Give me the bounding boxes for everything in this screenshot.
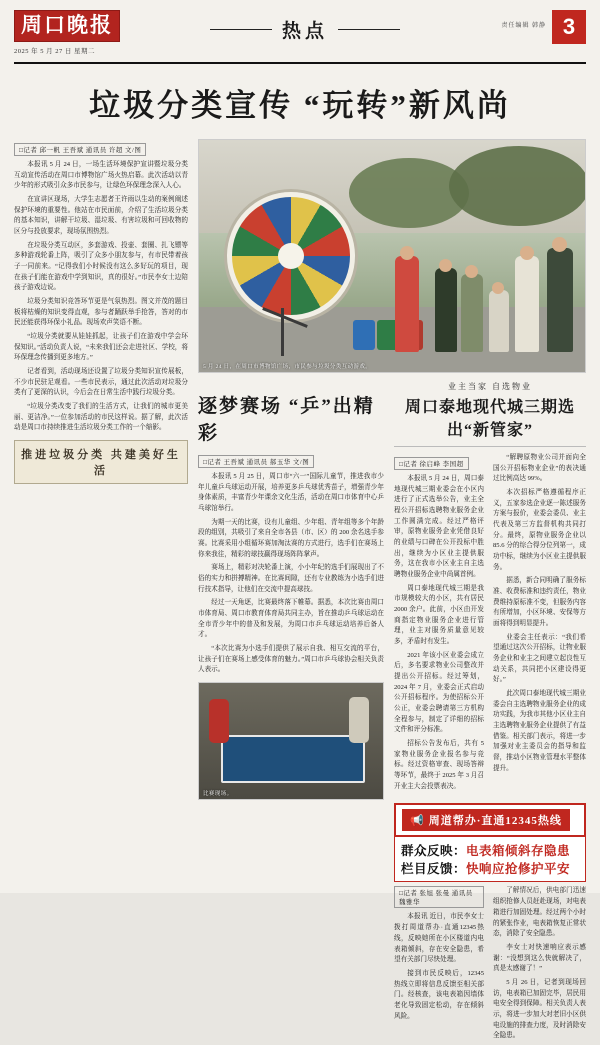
paragraph: 招标公告发布后，共有 5 家物业服务企业报名参与竞标。经过资格审查、现场答辩等环节，最终于 2025 年 3 月召开业主大会投票表决。 — [394, 740, 484, 790]
column-property — [394, 381, 586, 1045]
recycle-bin-blue — [353, 320, 375, 350]
paragraph: 本报讯 5 月 24 日，一场生活环境保护宣讲暨垃圾分类互动宣传活动在周口市博物馆广场火热启幕。此次活动以青少年的形式吸引众多市民参与，让绿色环保理念深入人心。 — [14, 161, 188, 190]
photo-tree — [449, 146, 586, 226]
page-title: 垃圾分类宣传 “玩转”新风尚 — [89, 88, 511, 123]
hotline-article — [394, 886, 586, 1044]
paragraph: 此次周口泰地现代城三期业委会自主选聘物业服务企业的成功实践，为我市其他小区业主自主选聘物业服务企业提供了有益借鉴。相关部门表示，将进一步加强对业主委员会的指导和监督，推动小区物业管理水平整体提升。 — [493, 690, 586, 772]
photo-main — [198, 139, 586, 373]
hotline-line-1-prefix: 群众反映： — [401, 844, 467, 859]
paragraph: 本报讯 5 月 25 日，周口市“六一”国际儿童节，推进我市少年儿童乒乓球运动开展，培养更多乒乓球优秀苗子，增强青少年身体素质，丰富青少年课余文化生活，活动在周口市体育中心乒乓球馆举行。 — [198, 473, 384, 513]
paragraph: 据悉，新合同明确了服务标准、收费标准和违约责任，物业费维持原标准不变，但服务内容有所增加，小区环境、安保等方面将得到明显提升。 — [493, 577, 586, 628]
paragraph: 垃圾分类知识竞答环节更是气氛热烈。图文并茂的题目板将枯燥的知识变得直观，参与者踊跃举手抢答，答对的市民还能获得环保小礼品。现场欢声笑语不断。 — [14, 298, 188, 327]
paragraph: “垃圾分类就要从娃娃抓起，让孩子们在游戏中学会环保知识。”活动负责人说，“未来我们还会走进社区、学校，将环保理念传播到更多地方。” — [14, 333, 188, 362]
photo-person-head — [400, 246, 414, 260]
photo-person — [395, 256, 419, 352]
photo-person-head — [439, 259, 452, 272]
property-kicker: 业主当家 自选物业 — [448, 382, 532, 391]
newspaper-logo: 周口晚报 — [14, 10, 120, 42]
paragraph: 接到市民反映后，12345 热线立即将信息反馈至相关部门。经核查，该电表箱因墙体老化导致固定松动，存在倾斜风险。 — [394, 969, 484, 1020]
divider — [394, 446, 586, 447]
divider-right — [338, 29, 400, 30]
hotline-line-1-text: 电表箱倾斜存隐患 — [466, 844, 571, 859]
slogan-banner: 推进垃圾分类 共建美好生活 — [14, 440, 188, 484]
byline-hotline: □记者 张旭 张曼 通讯员 魏雅华 — [394, 886, 484, 908]
masthead-logo-block — [14, 10, 174, 55]
paragraph: “解聘原物业公司并面向全国公开招标物业企业”的表决通过比例高达 99%。 — [493, 454, 586, 483]
hotline-line-1 — [401, 841, 579, 859]
sports-headline: 逐梦赛场 “乒”出精彩 — [198, 396, 375, 444]
photo-person — [515, 256, 539, 352]
section-header — [174, 10, 436, 43]
paragraph: 了解情况后，供电部门迅速组织抢修人员赶赴现场，对电表箱进行加固处理。经过两个小时的紧张作业，电表箱恢复正常状态，消除了安全隐患。 — [493, 887, 586, 938]
column-sports — [198, 381, 384, 1045]
hotline-line-2-prefix: 栏目反馈： — [401, 862, 467, 877]
byline-sports: □记者 王吾斌 通讯员 郝玉华 文/图 — [198, 455, 314, 468]
byline-main: □记者 邱一帆 王吾斌 通讯员 许超 文/图 — [14, 143, 146, 156]
megaphone-icon: 📢 — [410, 814, 425, 827]
photo-pingpong — [198, 682, 384, 800]
property-body — [394, 453, 586, 795]
photo-person — [489, 290, 509, 352]
photo-caption: 5 月 24 日，在周口市博物馆广场，市民参与垃圾分类互动游戏。 — [203, 364, 372, 370]
paragraph: 业委会主任表示：“我们希望通过这次公开招标，让物业服务企业和业主之间建立起良性互动关系，共同把小区建设得更好。” — [493, 633, 586, 684]
byline-property: □记者 徐启峰 李国超 — [394, 457, 469, 470]
property-col-1 — [394, 453, 484, 795]
hotline-line-2 — [401, 859, 579, 877]
issue-date: 2025 年 5 月 27 日 星期二 — [14, 48, 95, 56]
editor-credit: 责任编辑 韩静 — [501, 23, 546, 29]
hotline-col-1 — [394, 886, 484, 1044]
secondary-columns — [198, 381, 586, 1045]
paragraph: “垃圾分类改变了我们的生活方式，让我们的城市更美丽、更洁净。”一位参加活动的市民这样说。据了解，此次活动是周口市持续推进生活垃圾分类工作的一个缩影。 — [14, 403, 188, 432]
paragraph: 记者看到，活动现场还设置了垃圾分类知识宣传展板，不少市民驻足观看。一些市民表示，通过此次活动对垃圾分类有了更深的认识，今后会在日常生活中践行垃圾分类。 — [14, 368, 188, 397]
hotline-lines — [394, 837, 586, 882]
paragraph: 本报讯 近日，市民李女士拨打周道帮办·直通12345热线，反映她所在小区楼道内电表箱倾斜，存在安全隐患，希望有关部门尽快处理。 — [394, 913, 484, 964]
photo-person-head — [465, 265, 478, 278]
property-headline: 周口泰地现代城三期选出“新管家” — [404, 399, 575, 439]
masthead — [14, 10, 586, 64]
photo-person-head — [520, 246, 534, 260]
photo-person — [547, 248, 573, 352]
hotline-badge-label: 周道帮办·直通12345热线 — [428, 815, 562, 828]
photo-person — [209, 699, 229, 743]
paragraph: 本报讯 5 月 24 日，周口泰地现代城三期业委会在小区内进行了正式选举公告，业主全程公开招标选聘物业服务企业工作圆满完成。经过严格评审，原物业服务企业凭借良好的业绩与口碑在公开投标中胜出，继续为小区业主提供服务，这在我市小区业主自主选聘物业服务企业中尚属首例。 — [394, 475, 484, 579]
pingpong-table — [221, 735, 365, 783]
paragraph: 李女士对快速响应表示感谢：“没想到这么快就解决了，真是太感谢了！” — [493, 943, 586, 973]
photo-person-head — [552, 237, 567, 252]
paragraph: 本次招标严格遵循程序正义，五家参选企业逐一陈述服务方案与报价，业委会委员、业主代表及第三方监督机构共同打分。最终，原物业服务企业以 85.6 分的综合得分位列第一，成功中标，继续为小区业主提供服务。 — [493, 489, 586, 571]
photo-person — [435, 268, 457, 352]
photo-person — [349, 697, 369, 743]
column-left — [14, 139, 188, 1045]
paragraph: 2021 年该小区业委会成立后，多名要求物业公司整改并提出公开招标。经过筹划，2024 年 7 月，业委会正式启动公开招标程序。为使招标公开公正，业委会聘请第三方机构全程参与，制定了详细的招标文件和评分标准。 — [394, 651, 484, 734]
section-title: 热点 — [281, 21, 328, 42]
page-number-badge: 3 — [552, 10, 586, 44]
hotline-badge — [402, 809, 570, 831]
paragraph: 周口泰地现代城三期是我市规模较大的小区，共有居民 2000 余户。此前，小区由开发商指定物业服务企业进行管理，业主对服务质量意见较多，矛盾时有发生。 — [394, 584, 484, 646]
paragraph: 5 月 26 日，记者到现场回访，电表箱已加固完毕，居民用电安全得到保障。相关负责人表示，将进一步加大对老旧小区供电设施的排查力度，及时消除安全隐患。 — [493, 978, 586, 1040]
paragraph: 赛场上，精彩对决轮番上演，小小年纪的选手们展现出了不俗的实力和拼搏精神。在比赛间隙，还有专业教练为小选手们进行技术指导，让他们在交流中提高球技。 — [198, 564, 384, 593]
paragraph: 在宣讲区现场，大学生志愿者王许雨以生动的案例阐述保护环境的重要性。他站在市民面前，介绍了生活垃圾分类的基本知识，讲解干垃圾、湿垃圾、有害垃圾和可回收物的区分与投放要求，现场氛围热烈。 — [14, 196, 188, 236]
paragraph: “本次比赛为小选手们提供了展示自我、相互交流的平台，让孩子们在赛场上感受体育的魅力。”周口市乒乓球协会相关负责人表示。 — [198, 645, 384, 674]
divider-left — [210, 29, 272, 30]
photo-caption: 比赛现场。 — [203, 791, 233, 798]
main-columns — [14, 139, 586, 1045]
hotline-col-2 — [493, 886, 586, 1044]
photo-person — [461, 274, 483, 352]
property-col-2 — [493, 453, 586, 795]
paragraph: 在垃圾分类互动区，多套游戏、投壶、套圈、扎飞镖等多种游戏轮番上阵，吸引了众多小朋友参与，有市民带着孩子一同前来。“记得我们小时候没有这么多好玩的项目，现在孩子们能在游戏中学到知识，真的很好。”市民李女士边陪孩子游戏边说。 — [14, 241, 188, 292]
column-right-top — [198, 139, 586, 1045]
paragraph: 经过一天角逐，比赛最终落下帷幕。据悉，本次比赛由周口市体育局、周口市教育体育局共同主办，旨在推动乒乓球运动在全市青少年中的普及和发展，为周口市乒乓球运动培养后备人才。 — [198, 599, 384, 639]
hotline-banner[interactable] — [394, 803, 586, 837]
paragraph: 为期一天的比赛，设有儿童组、少年组、青年组等多个年龄段的组别，共吸引了来自全市各县（市、区）的 200 余名选手参赛。比赛采用小组循环赛加淘汰赛的方式进行，选手们在赛场上你来我往，精彩的球技赢得现场阵阵掌声。 — [198, 518, 384, 558]
photo-person-head — [492, 282, 504, 294]
prize-wheel — [227, 192, 355, 320]
hotline-line-2-text: 快响应抢修护平安 — [466, 862, 571, 877]
masthead-right — [436, 10, 586, 39]
